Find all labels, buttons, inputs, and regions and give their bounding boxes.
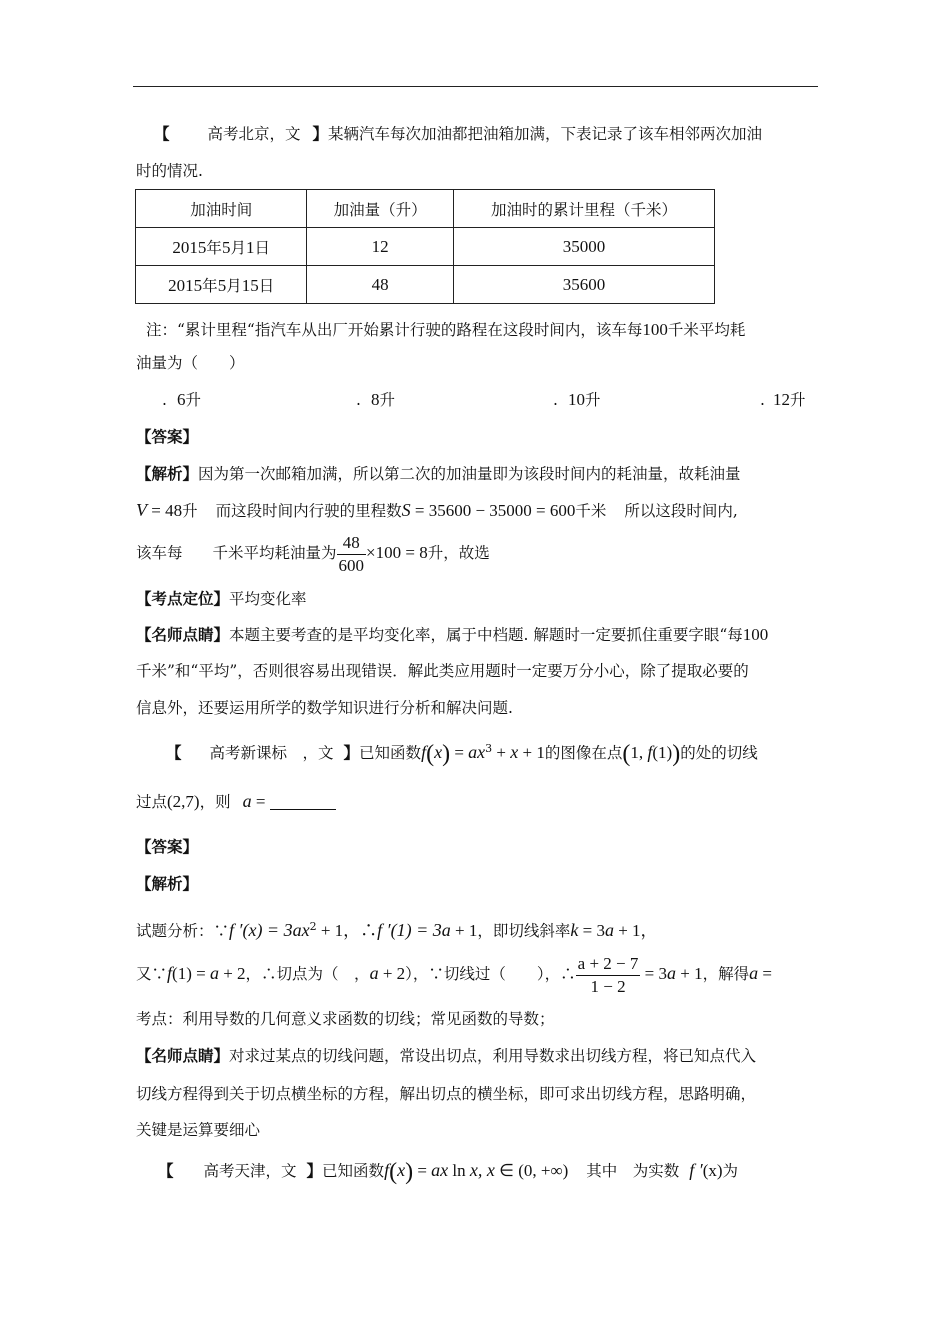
q1-analysis-line3: 该车每 千米平均耗油量为 $\frac{48}{600}$ ×100 = 8升，故选 (136, 532, 490, 575)
q1-note-line1 (136, 319, 818, 341)
table-row (136, 228, 715, 266)
q1-note-a: 注：“累计里程“指汽车从出厂开始累计行驶的路程在这段时间内，该车每 (146, 321, 643, 339)
table-header-row (136, 190, 715, 228)
table-cell-date: 2015年5月1日 (136, 228, 307, 266)
table-cell-mileage: 35600 (453, 266, 714, 304)
q2-analysis-line1: 试题分析：∵f $'(x) = 3ax^2 + 1$，∴f ′(1) = 3a + 1，即切线斜率k = 3a + 1， (136, 920, 658, 940)
fraction-slope: $\frac{a + 2 - 7}{1 - 2}$ (577, 953, 639, 996)
q2-tip-line2: 切线方程得到关于切点横坐标的方程，解出切点的横坐标，即可求出切线方程，思路明确， (136, 1085, 757, 1103)
table-header-mileage: 加油时的累计里程（千米） (453, 190, 714, 228)
q1-stem-a: 某辆汽车每次加油都把油箱加满，下表记录了该车相邻两次加油 (328, 125, 763, 143)
table-row (136, 266, 715, 304)
q2-kaodian-line: 考点：利用导数的几何意义求函数的切线；常见函数的导数； (136, 1010, 555, 1028)
q2-answer-label: 【答案】 (136, 837, 199, 856)
header-rule (133, 86, 818, 87)
q2-stem-line1: 【 高考新课标 ，文 】已知函数$f(x) = ax^3 + x + 1$的图像在点(1, f(1))的处的切线 (166, 741, 758, 767)
table-cell-mileage: 35000 (453, 228, 714, 266)
q1-stem-b: 时的情况. (136, 162, 203, 180)
q1-stem-line2 (136, 160, 818, 182)
q1-bracket-open: 【 (154, 124, 170, 143)
option-a: . 6升 (162, 390, 201, 409)
q1-note-line2 (136, 352, 818, 374)
q1-tip-line1: 【名师点睛】本题主要考查的是平均变化率，属于中档题. 解题时一定要抓住重要字眼“每100 (136, 625, 769, 644)
q1-bracket-close: 】 (312, 124, 329, 143)
q1-source: 高考北京，文 (207, 125, 301, 143)
table-cell-date: 2015年5月15日 (136, 266, 307, 304)
q2-tip-label: 【名师点睛】 (136, 1046, 230, 1065)
table-cell-amount: 12 (307, 228, 454, 266)
q3-stem-line1: 【 高考天津，文 】已知函数f(x) = ax ln x, x ∈ (0, +∞) 其中 为实数 f ′(x)为 (158, 1159, 739, 1185)
q1-analysis-line2: V = 48升 而这段时间内行驶的里程数S = 35600 − 35000 = 600千米 所以这段时间内, (136, 500, 738, 520)
table-header-time: 加油时间 (136, 190, 307, 228)
answer-blank[interactable] (270, 793, 336, 810)
fraction-48-600: $\frac{48}{600}$ (338, 532, 365, 575)
q1-note-b: 千米平均耗 (667, 321, 746, 339)
q1-analysis-label: 【解析】 (136, 464, 199, 483)
fuel-table (135, 189, 715, 304)
q1-note-c: 油量为（ ） (136, 354, 245, 372)
q1-tip-line3: 信息外，还要运用所学的数学知识进行分析和解决问题. (136, 699, 513, 717)
q1-point-line (136, 588, 818, 610)
option-c: . 10升 (553, 390, 601, 409)
table-cell-amount: 48 (307, 266, 454, 304)
q2-tip-line3: 关键是运算要细心 (136, 1121, 261, 1139)
q1-analysis-line1 (136, 463, 818, 485)
q1-point-text: 平均变化率 (229, 590, 307, 608)
q2-stem-line2: 过点(2,7)，则 a = (136, 790, 818, 813)
q2-tip-line1: 【名师点睛】对求过某点的切线问题，常设出切点，利用导数求出切线方程，将已知点代入 (136, 1046, 757, 1065)
q1-tip-label: 【名师点睛】 (136, 625, 230, 644)
q2-source: 高考新课标 ，文 (209, 744, 334, 762)
q1-note-num: 100 (642, 320, 668, 339)
q1-answer-label: 【答案】 (136, 427, 199, 446)
q1-point-label: 【考点定位】 (136, 589, 230, 608)
option-b: . 8升 (356, 390, 395, 409)
option-d: . 12升 (760, 390, 806, 409)
q1-analysis-a: 因为第一次邮箱加满，所以第二次的加油量即为该段时间内的耗油量，故耗油量 (198, 465, 741, 483)
q3-source: 高考天津，文 (203, 1162, 297, 1180)
q2-analysis-line2: 又∵f(1) = a + 2，∴切点为（ ，a + 2），∵切线过（ ），∴ $\frac{a + 2 - 7}{1 - 2}$ = 3a + 1，解得a = (136, 953, 772, 996)
q2-analysis-label: 【解析】 (136, 874, 199, 893)
q1-stem-line1 (136, 123, 818, 145)
table-header-amount: 加油量（升） (307, 190, 454, 228)
q1-tip-line2: 千米”和“平均”，否则很容易出现错误．解此类应用题时一定要万分小心，除了提取必要的 (136, 662, 749, 680)
